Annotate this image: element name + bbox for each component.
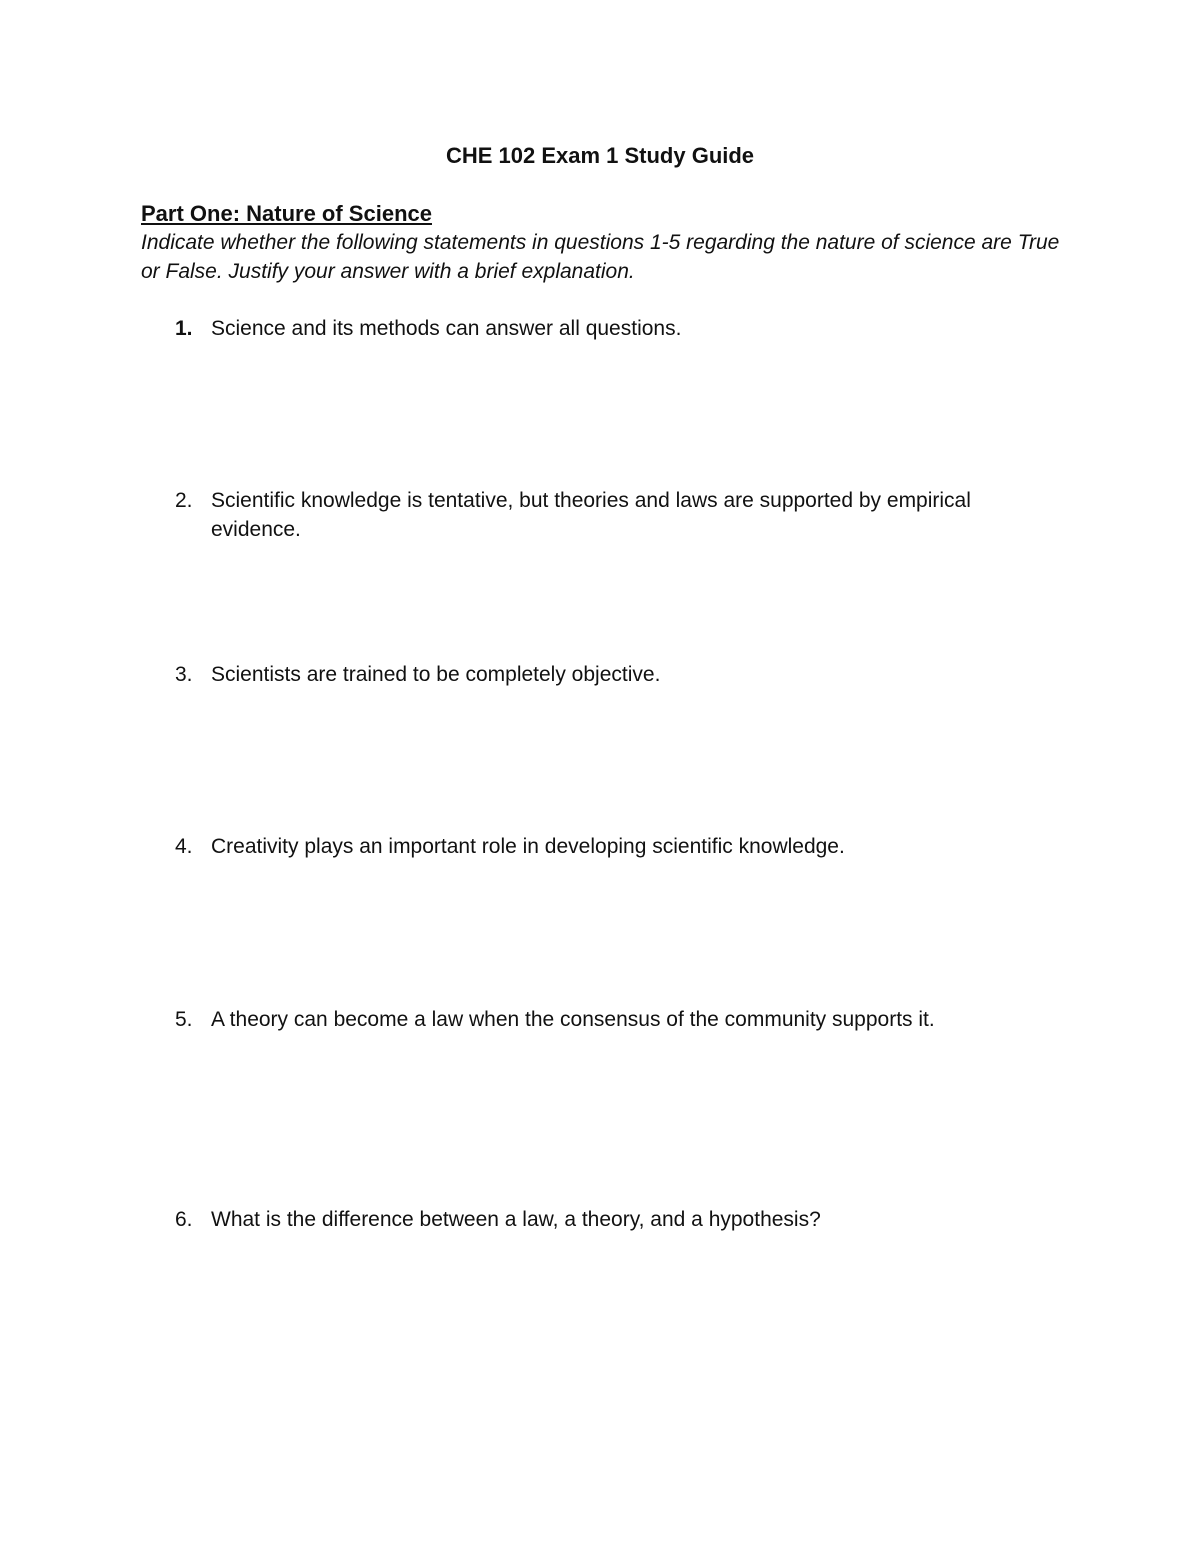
question-number: 2. <box>175 489 193 512</box>
question-text: Creativity plays an important role in developing scientific knowledge. <box>211 835 845 858</box>
question-text: Scientific knowledge is tentative, but theories and laws are supported by empirical evidence. <box>211 489 971 541</box>
question-number: 5. <box>175 1008 193 1031</box>
question-text: A theory can become a law when the consensus of the community supports it. <box>211 1008 935 1031</box>
question-item <box>141 1205 1041 1234</box>
question-item <box>141 486 1041 544</box>
question-text: Scientists are trained to be completely objective. <box>211 663 661 686</box>
section-heading: Part One: Nature of Science <box>141 201 432 226</box>
section-instructions: Indicate whether the following statements in questions 1-5 regarding the nature of science are True or False. Justify your answer with a brief explanation. <box>141 231 1060 283</box>
question-number: 4. <box>175 835 193 858</box>
question-number: 1. <box>175 317 193 340</box>
question-text: Science and its methods can answer all questions. <box>211 317 682 340</box>
question-number: 3. <box>175 663 193 686</box>
document-title: CHE 102 Exam 1 Study Guide <box>445 143 755 168</box>
question-item <box>141 660 1041 689</box>
question-item <box>141 314 1041 343</box>
question-item <box>141 832 1041 861</box>
question-item <box>141 1005 1041 1034</box>
question-number: 6. <box>175 1208 193 1231</box>
question-text: What is the difference between a law, a theory, and a hypothesis? <box>211 1208 821 1231</box>
